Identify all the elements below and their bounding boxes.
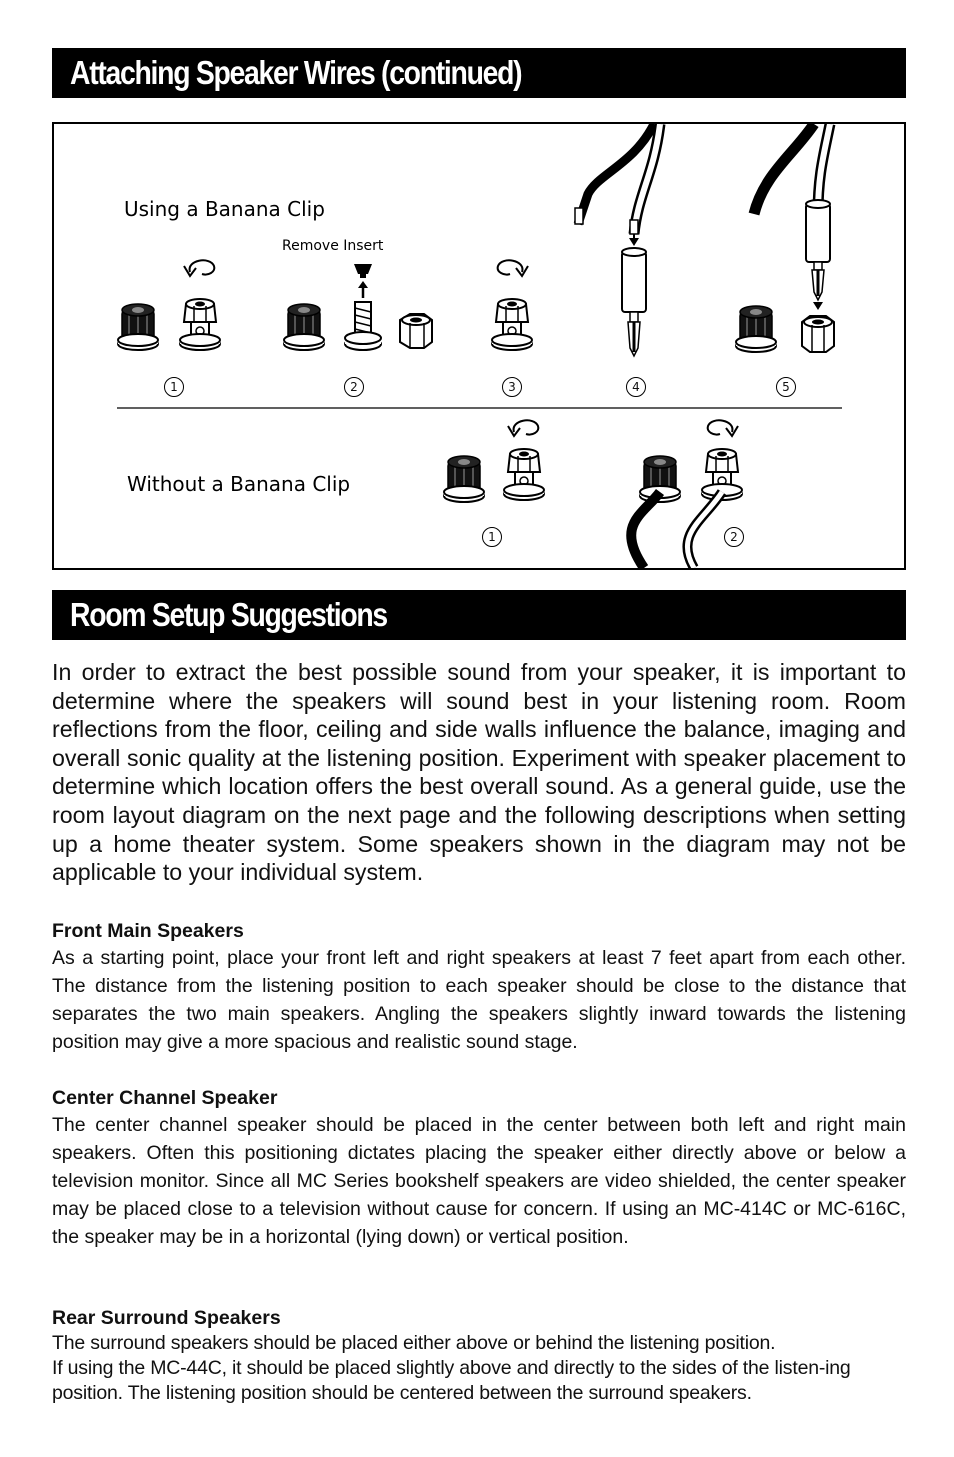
step-number: 1 — [482, 527, 502, 547]
black-binding-post-icon — [736, 306, 776, 352]
step-number: 2 — [344, 377, 364, 397]
bare-wire-icon — [631, 492, 722, 568]
banana-clip-label: Using a Banana Clip — [124, 197, 325, 221]
section-heading: Rear Surround Speakers — [52, 1307, 281, 1329]
section-body: The center channel speaker should be placed in the center between both left and right main speakers. Often this positioning dictates placing the speaker either directly above or below a television monitor. Since all MC Series bookshelf speakers are video shielded, the center speaker may be placed close to a television without cause for concern. If using an MC-414C or MC-616C, the speaker may be in a horizontal (lying down) or vertical position. — [52, 1114, 906, 1248]
rear-surround-speakers-section — [52, 1305, 906, 1406]
section-body: The surround speakers should be placed either above or behind the listening position. — [52, 1332, 776, 1354]
white-binding-post-icon — [180, 299, 220, 350]
banana-plug-insert-icon — [754, 124, 830, 310]
white-binding-post-icon — [504, 449, 544, 500]
black-binding-post-icon — [118, 304, 158, 350]
step-number: 3 — [502, 377, 522, 397]
step-number: 4 — [626, 377, 646, 397]
section-body: If using the MC-44C, it should be placed slightly above and directly to the sides of the listen-ing position. The listening position should be centered between the surround speakers. — [52, 1357, 851, 1404]
section-heading: Front Main Speakers — [52, 920, 244, 942]
section-header-room-setup — [52, 590, 906, 640]
no-banana-clip-label: Without a Banana Clip — [127, 472, 351, 496]
step-number: 1 — [164, 377, 184, 397]
step-number: 5 — [776, 377, 796, 397]
rotate-ccw-arrow-icon — [184, 260, 214, 276]
black-binding-post-icon — [444, 456, 484, 502]
rotate-cw-arrow-icon — [708, 420, 738, 436]
section-title: Room Setup Suggestions — [70, 596, 387, 633]
section-body: As a starting point, place your front left and right speakers at least 7 feet apart from each other. The distance from the listening position to each speaker should be close to the distance that separates the two main speakers. Angling the speakers slightly inward towards the listening position may give a more spacious and realistic sound stage. — [52, 947, 906, 1053]
banana-clip-diagram — [52, 122, 906, 570]
remove-insert-label: Remove Insert — [282, 238, 384, 254]
rotate-ccw-arrow-icon — [508, 420, 538, 436]
rotate-cw-arrow-icon — [498, 260, 528, 276]
step-number: 2 — [724, 527, 744, 547]
banana-plug-wire-icon — [575, 124, 660, 356]
hex-nut-icon — [400, 314, 432, 348]
intro-paragraph: In order to extract the best possible sound from your speaker, it is important to determine where the speakers will sound best in your listening room. Room reflections from the floor, ceiling and side walls influence the balance, imaging and overall sonic quality at the listening position. Experiment with speaker placement to determine which location offers the best overall sound. As a general guide, use the room layout diagram on the next page and the following descriptions when setting up a home theater system. Some speakers shown in the diagram may not be applicable to your individual system. — [52, 659, 906, 886]
white-binding-post-icon — [492, 299, 532, 350]
center-channel-speaker-section — [52, 1085, 906, 1251]
section-heading: Center Channel Speaker — [52, 1087, 278, 1109]
diagram-illustration — [54, 124, 904, 568]
threaded-post-icon — [345, 264, 381, 350]
front-main-speakers-section — [52, 918, 906, 1056]
hex-nut-icon — [802, 316, 834, 352]
section-header-attaching-wires — [52, 48, 906, 98]
black-binding-post-icon — [284, 304, 324, 350]
section-title: Attaching Speaker Wires (continued) — [70, 54, 522, 91]
